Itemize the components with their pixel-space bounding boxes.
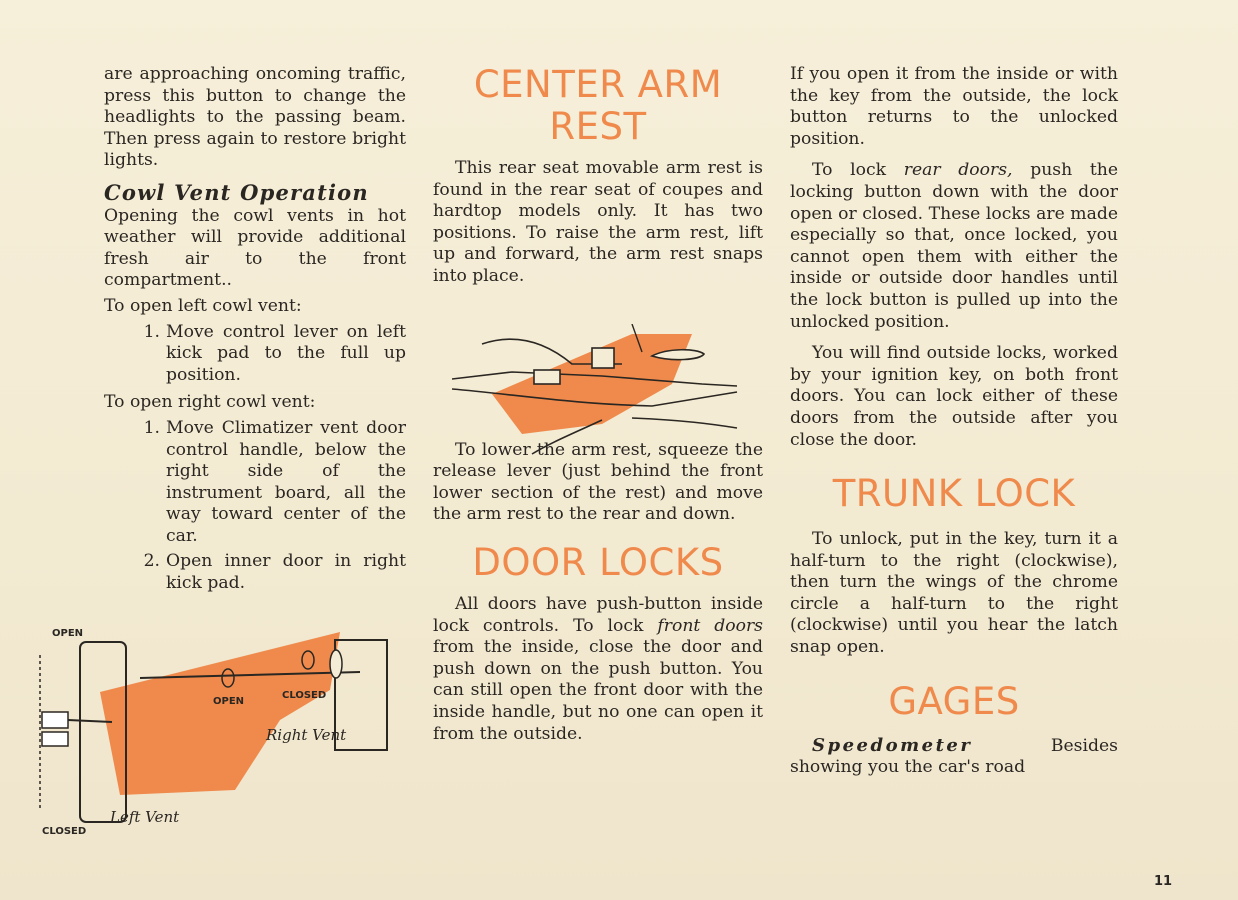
rear-text-b: push the locking button down with the door open or closed. These locks are made especially so that, once locked, you cannot open them with either the inside or outside door handles until the lock button is pulled up into the unlocked position. <box>790 160 1118 332</box>
trunk-lock-paragraph: To unlock, put in the key, turn it a half-turn to the right (clockwise), then turn the wings of the chrome circle a half-turn to the right (clockwise) until you hear the latch snap open. <box>790 529 1118 658</box>
arm-rest-block <box>592 348 614 368</box>
step-number: 2. <box>143 551 160 572</box>
control-lever <box>68 720 112 722</box>
gages-heading: GAGES <box>888 679 1020 723</box>
page-number: 11 <box>1154 874 1173 889</box>
rear-text-a: To lock <box>812 160 904 181</box>
center-arm-rest-heading <box>433 64 763 148</box>
rear-doors-paragraph <box>790 160 1118 333</box>
column-left <box>104 64 406 595</box>
rear-text-emphasis: rear doors, <box>903 160 1013 181</box>
step-number: 1. <box>143 417 160 438</box>
door-locks-heading: DOOR LOCKS <box>472 540 724 584</box>
door-text-emphasis: front doors <box>657 615 763 636</box>
outside-locks-paragraph: You will find outside locks, worked by your ignition key, on both front doors. You can lock either of these doors from the outside after you close the door. <box>790 343 1118 450</box>
trunk-lock-heading: TRUNK LOCK <box>832 472 1076 516</box>
right-vent-knob <box>330 650 342 678</box>
arm-rest-paragraph-2: To lower the arm rest, squeeze the release lever (just behind the front lower section of the rest) and move the arm rest to the rear and down. <box>433 439 763 525</box>
speedometer-paragraph <box>790 735 1118 779</box>
door-text-a: All doors have push-button inside lock controls. To lock <box>433 593 763 636</box>
column-right <box>790 64 1118 779</box>
left-vent-title: To open left cowl vent: <box>104 295 302 316</box>
cowl-intro-paragraph: Opening the cowl vents in hot weather will provide additional fresh air to the front compartment.. <box>104 205 406 291</box>
door-text-b: from the inside, close the door and push down on the push button. You can still open the front door with the inside handle, but no one can open it from the outside. <box>433 637 763 744</box>
speedometer-runin: Speedometer <box>812 734 973 756</box>
label-closed-mid: CLOSED <box>282 690 327 701</box>
step-text: Move control lever on left kick pad to the full up position. <box>166 321 406 385</box>
door-locks-paragraph <box>433 594 763 745</box>
heading-line-1: CENTER ARM <box>473 63 723 106</box>
label-closed-bottom: CLOSED <box>42 826 87 837</box>
vent-airflow-shape <box>100 632 340 795</box>
arm-rest-paragraph-1: This rear seat movable arm rest is found in the rear seat of coupes and hardtop models only. It has two positions. To raise the arm rest, lift up and forward, the arm rest snaps into place. <box>433 158 763 286</box>
lever-bracket-lower <box>42 732 68 746</box>
right-step-2 <box>104 551 406 594</box>
label-left-vent: Left Vent <box>110 808 180 826</box>
lever-bracket <box>42 712 68 728</box>
left-step-1 <box>104 322 406 387</box>
release-lever <box>534 370 560 384</box>
step-text: Open inner door in right kick pad. <box>166 551 406 594</box>
label-open-top: OPEN <box>52 628 84 639</box>
label-open-mid: OPEN <box>213 696 245 707</box>
right-step-1 <box>104 418 406 548</box>
step-number: 1. <box>143 321 160 342</box>
speedometer-text: Besides showing you the car's road <box>790 735 1118 778</box>
label-right-vent: Right Vent <box>266 726 347 744</box>
cowl-vent-illustration <box>30 620 410 840</box>
right-vent-title: To open right cowl vent: <box>104 392 316 413</box>
heading-line-2: REST <box>549 105 647 148</box>
cowl-vent-heading: Cowl Vent Operation <box>104 179 369 205</box>
headlight-paragraph: are approaching oncoming traffic, press this button to change the headlights to the passing beam. Then press again to restore bright lights. <box>104 64 406 171</box>
lock-button-paragraph: If you open it from the inside or with the key from the outside, the lock button returns to the unlocked position. <box>790 64 1118 149</box>
arm-rest-illustration <box>452 324 742 464</box>
floor-line-right <box>632 418 737 428</box>
step-text: Move Climatizer vent door control handle, below the right side of the instrument board, all the way toward center of the car. <box>166 417 406 546</box>
